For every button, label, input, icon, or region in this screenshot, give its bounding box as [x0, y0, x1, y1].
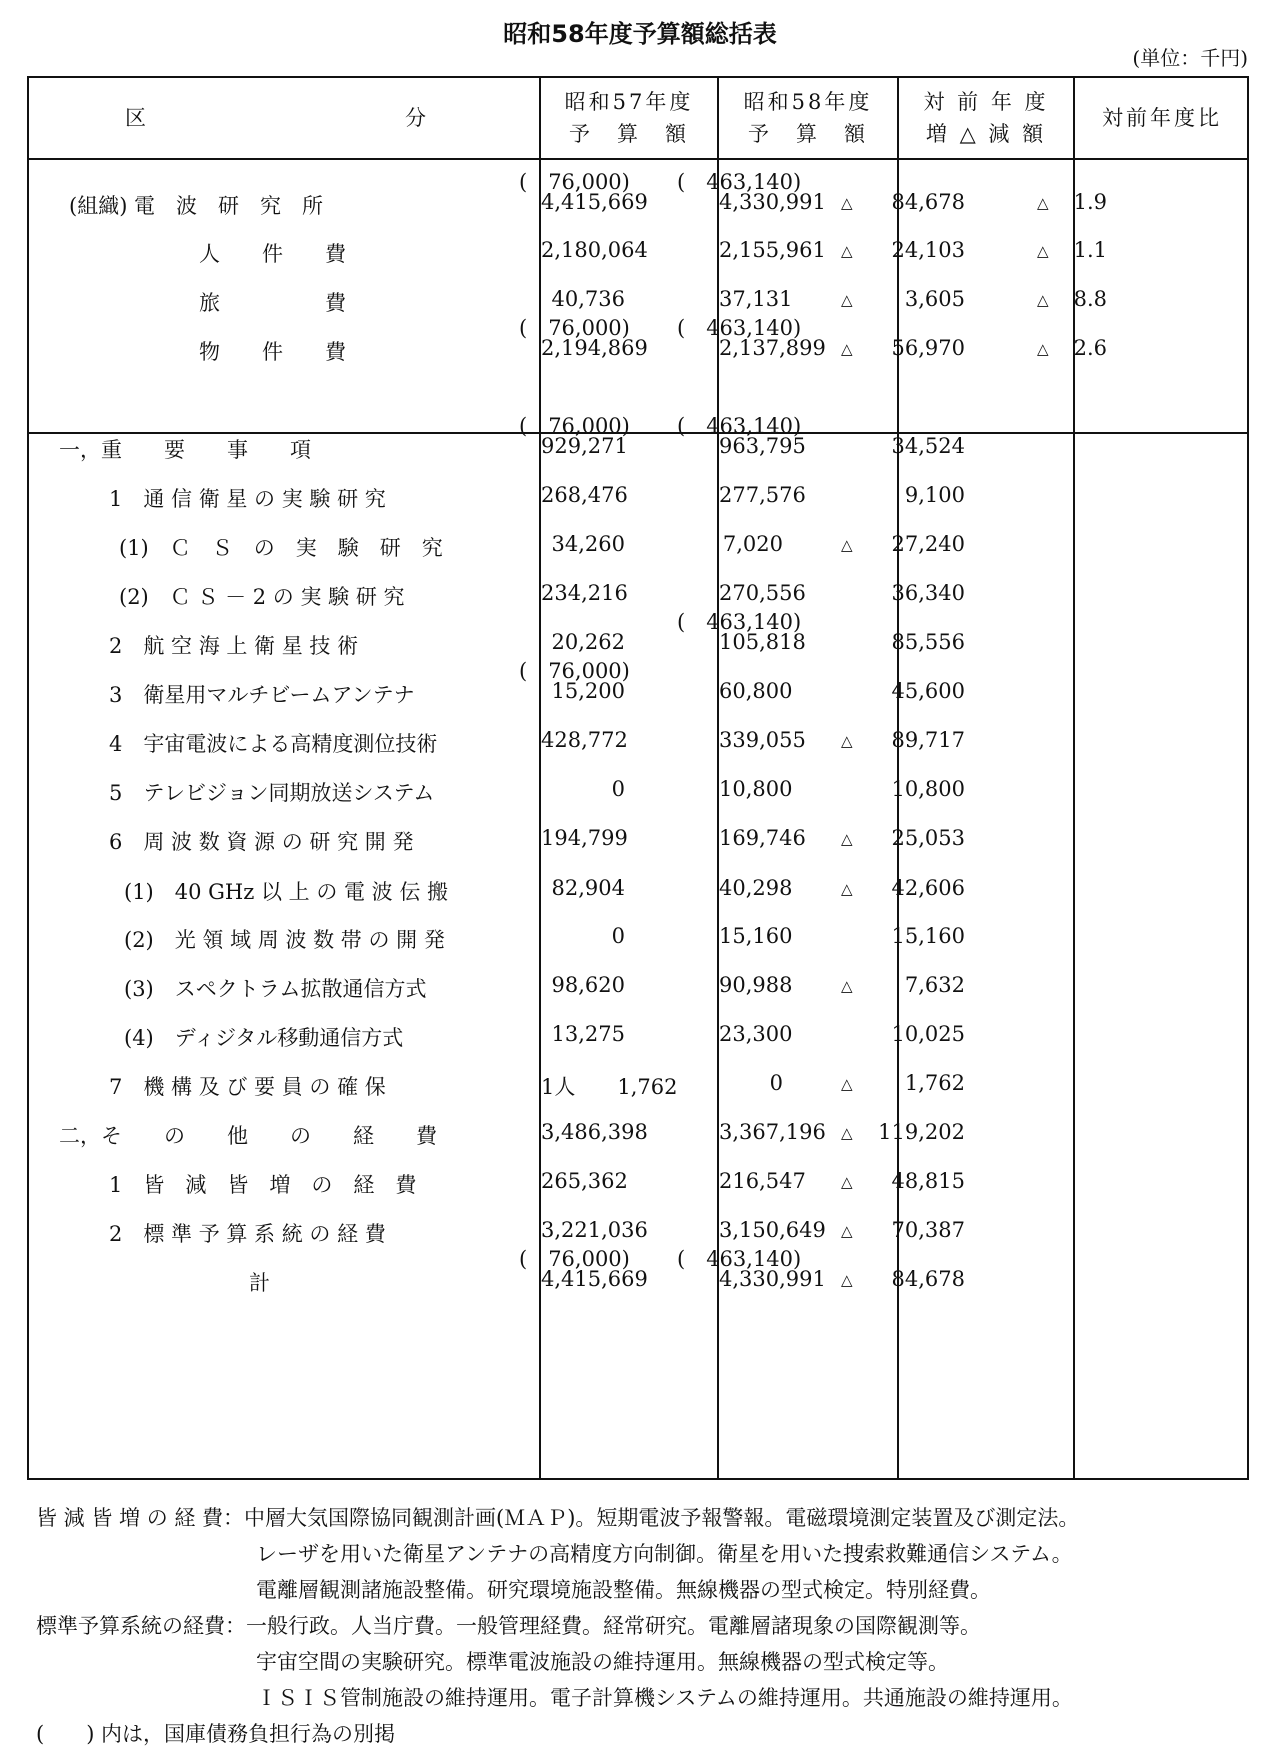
row-label: 3 衛星用マルチビームアンテナ — [109, 683, 415, 707]
fy58-value: 23,300 — [719, 1022, 793, 1046]
diff-value: 24,103 — [891, 238, 965, 262]
fy58-note-value: ( 463,140) — [677, 1247, 802, 1271]
fy57-value: 34,260 — [551, 532, 625, 556]
diff-value: 34,524 — [891, 434, 965, 458]
fy57-value: 1人 1,762 — [541, 1075, 678, 1099]
row-label: 2 標 準 予 算 系 統 の 経 費 — [109, 1222, 386, 1246]
row-label: 人 件 費 — [199, 242, 346, 266]
diff-value: 27,240 — [891, 532, 965, 556]
header-category-right: 分 — [405, 106, 429, 130]
fy58-value: 270,556 — [719, 581, 806, 605]
note-line: 電離層観測諸施設整備。研究環境施設整備。無線機器の型式検定。特別経費。 — [256, 1578, 991, 1602]
diff-value: 84,678 — [891, 1267, 965, 1291]
note-line: 標準予算系統の経費：一般行政。人当庁費。一般管理経費。経常研究。電離層諸現象の国際観測等。 — [36, 1614, 981, 1638]
fy57-value: 3,486,398 — [541, 1120, 648, 1144]
row-label: 物 件 費 — [199, 340, 346, 364]
row-label: (1) 40 GHz 以 上 の 電 波 伝 搬 — [124, 880, 449, 904]
fy57-note-value: ( 76,000) — [519, 316, 630, 340]
row-label: 2 航 空 海 上 衛 星 技 術 — [109, 634, 359, 658]
fy58-value: 60,800 — [719, 679, 793, 703]
fy58-value: 216,547 — [719, 1169, 806, 1193]
fy58-value: 0 — [769, 1071, 783, 1095]
decrease-mark: △ — [841, 880, 853, 898]
fy58-note-value: ( 463,140) — [677, 414, 802, 438]
header-fy57: 昭和57年度 予 算 額 — [564, 90, 694, 146]
unit-label: (単位：千円) — [1132, 46, 1248, 70]
fy57-value: 0 — [611, 924, 625, 948]
fy57-value: 15,200 — [551, 679, 625, 703]
ratio-value: 2.6 — [1073, 336, 1107, 360]
row-label: (組織) 電 波 研 究 所 — [69, 194, 324, 218]
fy57-note-value: ( 76,000) — [519, 414, 630, 438]
row-label: (4) ディジタル移動通信方式 — [124, 1026, 404, 1050]
budget-table — [27, 76, 1249, 1480]
row-label: (2) Ｃ Ｓ － 2 の 実 験 研 究 — [119, 585, 405, 609]
row-label: 二，そ の 他 の 経 費 — [59, 1124, 437, 1148]
header-diff: 対 前 年 度 増 △ 減 額 — [923, 90, 1049, 146]
page-title: 昭和58年度予算額総括表 — [503, 20, 777, 48]
decrease-mark: △ — [841, 732, 853, 750]
decrease-mark: △ — [841, 536, 853, 554]
decrease-mark: △ — [841, 1222, 853, 1240]
diff-value: 10,025 — [891, 1022, 965, 1046]
fy58-note-value: ( 463,140) — [677, 170, 802, 194]
decrease-mark: △ — [841, 830, 853, 848]
note-line: 宇宙空間の実験研究。標準電波施設の維持運用。無線機器の型式検定等。 — [256, 1650, 949, 1674]
note-line: 皆 減 皆 増 の 経 費：中層大気国際協同観測計画(ＭＡＰ)。短期電波予報警報。電磁環境測定装置及び測定法。 — [36, 1506, 1080, 1530]
row-label: 1 通 信 衛 星 の 実 験 研 究 — [109, 487, 386, 511]
diff-value: 1,762 — [904, 1071, 965, 1095]
decrease-mark: △ — [1037, 340, 1049, 358]
row-label: 5 テレビジョン同期放送システム — [109, 781, 435, 805]
decrease-mark: △ — [841, 977, 853, 995]
fy57-value: 2,180,064 — [541, 238, 648, 262]
fy58-value: 3,367,196 — [719, 1120, 826, 1144]
diff-value: 25,053 — [891, 826, 965, 850]
diff-value: 45,600 — [891, 679, 965, 703]
diff-value: 48,815 — [891, 1169, 965, 1193]
fy58-value: 40,298 — [719, 876, 793, 900]
fy58-value: 105,818 — [719, 630, 806, 654]
decrease-mark: △ — [1037, 194, 1049, 212]
fy58-value: 4,330,991 — [719, 1267, 826, 1291]
fy58-value: 4,330,991 — [719, 190, 826, 214]
fy58-value: 277,576 — [719, 483, 806, 507]
fy57-value: 4,415,669 — [541, 190, 648, 214]
diff-value: 85,556 — [891, 630, 965, 654]
ratio-value: 1.1 — [1073, 238, 1107, 262]
fy57-value: 268,476 — [541, 483, 628, 507]
fy57-note-value: ( 76,000) — [519, 659, 630, 683]
row-label: 6 周 波 数 資 源 の 研 究 開 発 — [109, 830, 414, 854]
fy58-value: 339,055 — [719, 728, 806, 752]
fy58-value: 7,020 — [722, 532, 783, 556]
note-line: ( ) 内は，国庫債務負担行為の別掲 — [36, 1722, 396, 1746]
diff-value: 15,160 — [891, 924, 965, 948]
ratio-value: 1.9 — [1073, 190, 1107, 214]
diff-value: 84,678 — [891, 190, 965, 214]
fy57-value: 4,415,669 — [541, 1267, 648, 1291]
fy58-note-value: ( 463,140) — [677, 316, 802, 340]
decrease-mark: △ — [1037, 291, 1049, 309]
fy58-value: 90,988 — [719, 973, 793, 997]
row-label: 4 宇宙電波による高精度測位技術 — [109, 732, 438, 756]
fy57-note-value: ( 76,000) — [519, 1247, 630, 1271]
row-label: 1 皆 減 皆 増 の 経 費 — [109, 1173, 417, 1197]
diff-value: 7,632 — [904, 973, 965, 997]
fy57-note-value: ( 76,000) — [519, 170, 630, 194]
note-line: ＩＳＩＳ管制施設の維持運用。電子計算機システムの維持運用。共通施設の維持運用。 — [256, 1686, 1073, 1710]
decrease-mark: △ — [841, 1075, 853, 1093]
decrease-mark: △ — [841, 340, 853, 358]
diff-value: 70,387 — [891, 1218, 965, 1242]
fy58-value: 37,131 — [719, 287, 793, 311]
fy57-value: 929,271 — [541, 434, 628, 458]
decrease-mark: △ — [841, 1173, 853, 1191]
fy58-value: 2,137,899 — [719, 336, 826, 360]
decrease-mark: △ — [1037, 242, 1049, 260]
fy57-value: 0 — [611, 777, 625, 801]
diff-value: 3,605 — [904, 287, 965, 311]
row-label: 7 機 構 及 び 要 員 の 確 保 — [109, 1075, 386, 1099]
diff-value: 56,970 — [891, 336, 965, 360]
fy58-value: 2,155,961 — [719, 238, 826, 262]
diff-value: 36,340 — [891, 581, 965, 605]
header-category-left: 区 — [125, 106, 149, 130]
fy58-value: 963,795 — [719, 434, 806, 458]
ratio-value: 8.8 — [1073, 287, 1107, 311]
fy57-value: 98,620 — [551, 973, 625, 997]
row-label: 一，重 要 事 項 — [59, 438, 311, 462]
header-ratio: 対前年度比 — [1102, 106, 1222, 130]
fy57-value: 40,736 — [551, 287, 625, 311]
fy58-value: 15,160 — [719, 924, 793, 948]
diff-value: 9,100 — [904, 483, 965, 507]
decrease-mark: △ — [841, 1124, 853, 1142]
fy57-value: 82,904 — [551, 876, 625, 900]
fy58-value: 10,800 — [719, 777, 793, 801]
diff-value: 119,202 — [878, 1120, 965, 1144]
fy58-value: 3,150,649 — [719, 1218, 826, 1242]
fy57-value: 20,262 — [551, 630, 625, 654]
fy57-value: 234,216 — [541, 581, 628, 605]
header-fy58: 昭和58年度 予 算 額 — [743, 90, 873, 146]
fy57-value: 265,362 — [541, 1169, 628, 1193]
decrease-mark: △ — [841, 242, 853, 260]
decrease-mark: △ — [841, 1271, 853, 1289]
row-label: (1) Ｃ Ｓ の 実 験 研 究 — [119, 536, 443, 560]
fy58-note-value: ( 463,140) — [677, 610, 802, 634]
row-label: 旅 費 — [199, 291, 346, 315]
fy58-value: 169,746 — [719, 826, 806, 850]
fy57-value: 13,275 — [551, 1022, 625, 1046]
decrease-mark: △ — [841, 291, 853, 309]
diff-value: 42,606 — [891, 876, 965, 900]
note-line: レーザを用いた衛星アンテナの高精度方向制御。衛星を用いた捜索救難通信システム。 — [256, 1542, 1073, 1566]
diff-value: 89,717 — [891, 728, 965, 752]
header-divider — [29, 158, 1247, 160]
diff-value: 10,800 — [891, 777, 965, 801]
fy57-value: 2,194,869 — [541, 336, 648, 360]
fy57-value: 3,221,036 — [541, 1218, 648, 1242]
fy57-value: 194,799 — [541, 826, 628, 850]
row-label: (3) スペクトラム拡散通信方式 — [124, 977, 427, 1001]
fy57-value: 428,772 — [541, 728, 628, 752]
row-label: (2) 光 領 域 周 波 数 帯 の 開 発 — [124, 928, 445, 952]
decrease-mark: △ — [841, 194, 853, 212]
row-label: 計 — [249, 1271, 270, 1295]
